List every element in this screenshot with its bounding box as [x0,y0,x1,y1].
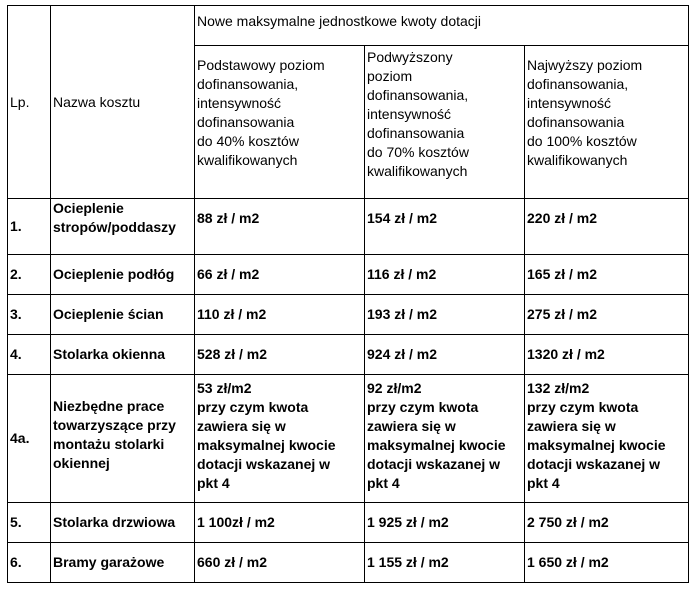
table-row [8,503,689,543]
row-name: Niezbędne prace towarzyszące przy montażu stolarki okiennej [51,375,195,503]
row-name: Stolarka drzwiowa [51,503,195,543]
row-value: 154 zł / m2 [365,199,525,255]
row-value: 132 zł/m2 przy czym kwota zawiera się w maksymalnej kwocie dotacji wskazanej w pkt 4 [525,375,689,503]
table-row [8,295,689,335]
row-value: 220 zł / m2 [525,199,689,255]
header-cost-name: Nazwa kosztu [51,6,195,199]
table-row [8,255,689,295]
row-lp: 5. [8,503,51,543]
row-name: Ocieplenie podłóg [51,255,195,295]
header-level-increased: Podwyższony poziom dofinansowania, intensywność dofinansowania do 70% kosztów kwalifikowanych [365,46,525,199]
row-lp: 6. [8,543,51,583]
row-lp: 4a. [8,375,51,503]
row-lp: 1. [8,199,51,255]
table-row [8,543,689,583]
row-lp: 4. [8,335,51,375]
row-name: Stolarka okienna [51,335,195,375]
row-value: 165 zł / m2 [525,255,689,295]
row-value: 1 925 zł / m2 [365,503,525,543]
row-value: 1 155 zł / m2 [365,543,525,583]
header-level-basic: Podstawowy poziom dofinansowania, intensywność dofinansowania do 40% kosztów kwalifikowanych [195,46,365,199]
header-lp: Lp. [8,6,51,199]
row-value: 66 zł / m2 [195,255,365,295]
row-value: 275 zł / m2 [525,295,689,335]
row-value: 2 750 zł / m2 [525,503,689,543]
row-value: 193 zł / m2 [365,295,525,335]
row-value: 528 zł / m2 [195,335,365,375]
row-lp: 2. [8,255,51,295]
row-value: 660 zł / m2 [195,543,365,583]
row-name: Bramy garażowe [51,543,195,583]
row-value: 924 zł / m2 [365,335,525,375]
table-row [8,199,689,255]
row-value: 110 zł / m2 [195,295,365,335]
row-value: 92 zł/m2 przy czym kwota zawiera się w maksymalnej kwocie dotacji wskazanej w pkt 4 [365,375,525,503]
row-value: 1320 zł / m2 [525,335,689,375]
row-value: 1 100zł / m2 [195,503,365,543]
header-level-highest: Najwyższy poziom dofinansowania, intensywność dofinansowania do 100% kosztów kwalifikowanych [525,46,689,199]
table-row [8,375,689,503]
row-lp: 3. [8,295,51,335]
table-row [8,335,689,375]
subsidy-amounts-table [7,5,689,583]
row-value: 116 zł / m2 [365,255,525,295]
row-value: 53 zł/m2 przy czym kwota zawiera się w maksymalnej kwocie dotacji wskazanej w pkt 4 [195,375,365,503]
row-value: 88 zł / m2 [195,199,365,255]
row-value: 1 650 zł / m2 [525,543,689,583]
row-name: Ocieplenie stropów/poddaszy [51,199,195,255]
header-group-title: Nowe maksymalne jednostkowe kwoty dotacji [195,6,689,46]
row-name: Ocieplenie ścian [51,295,195,335]
